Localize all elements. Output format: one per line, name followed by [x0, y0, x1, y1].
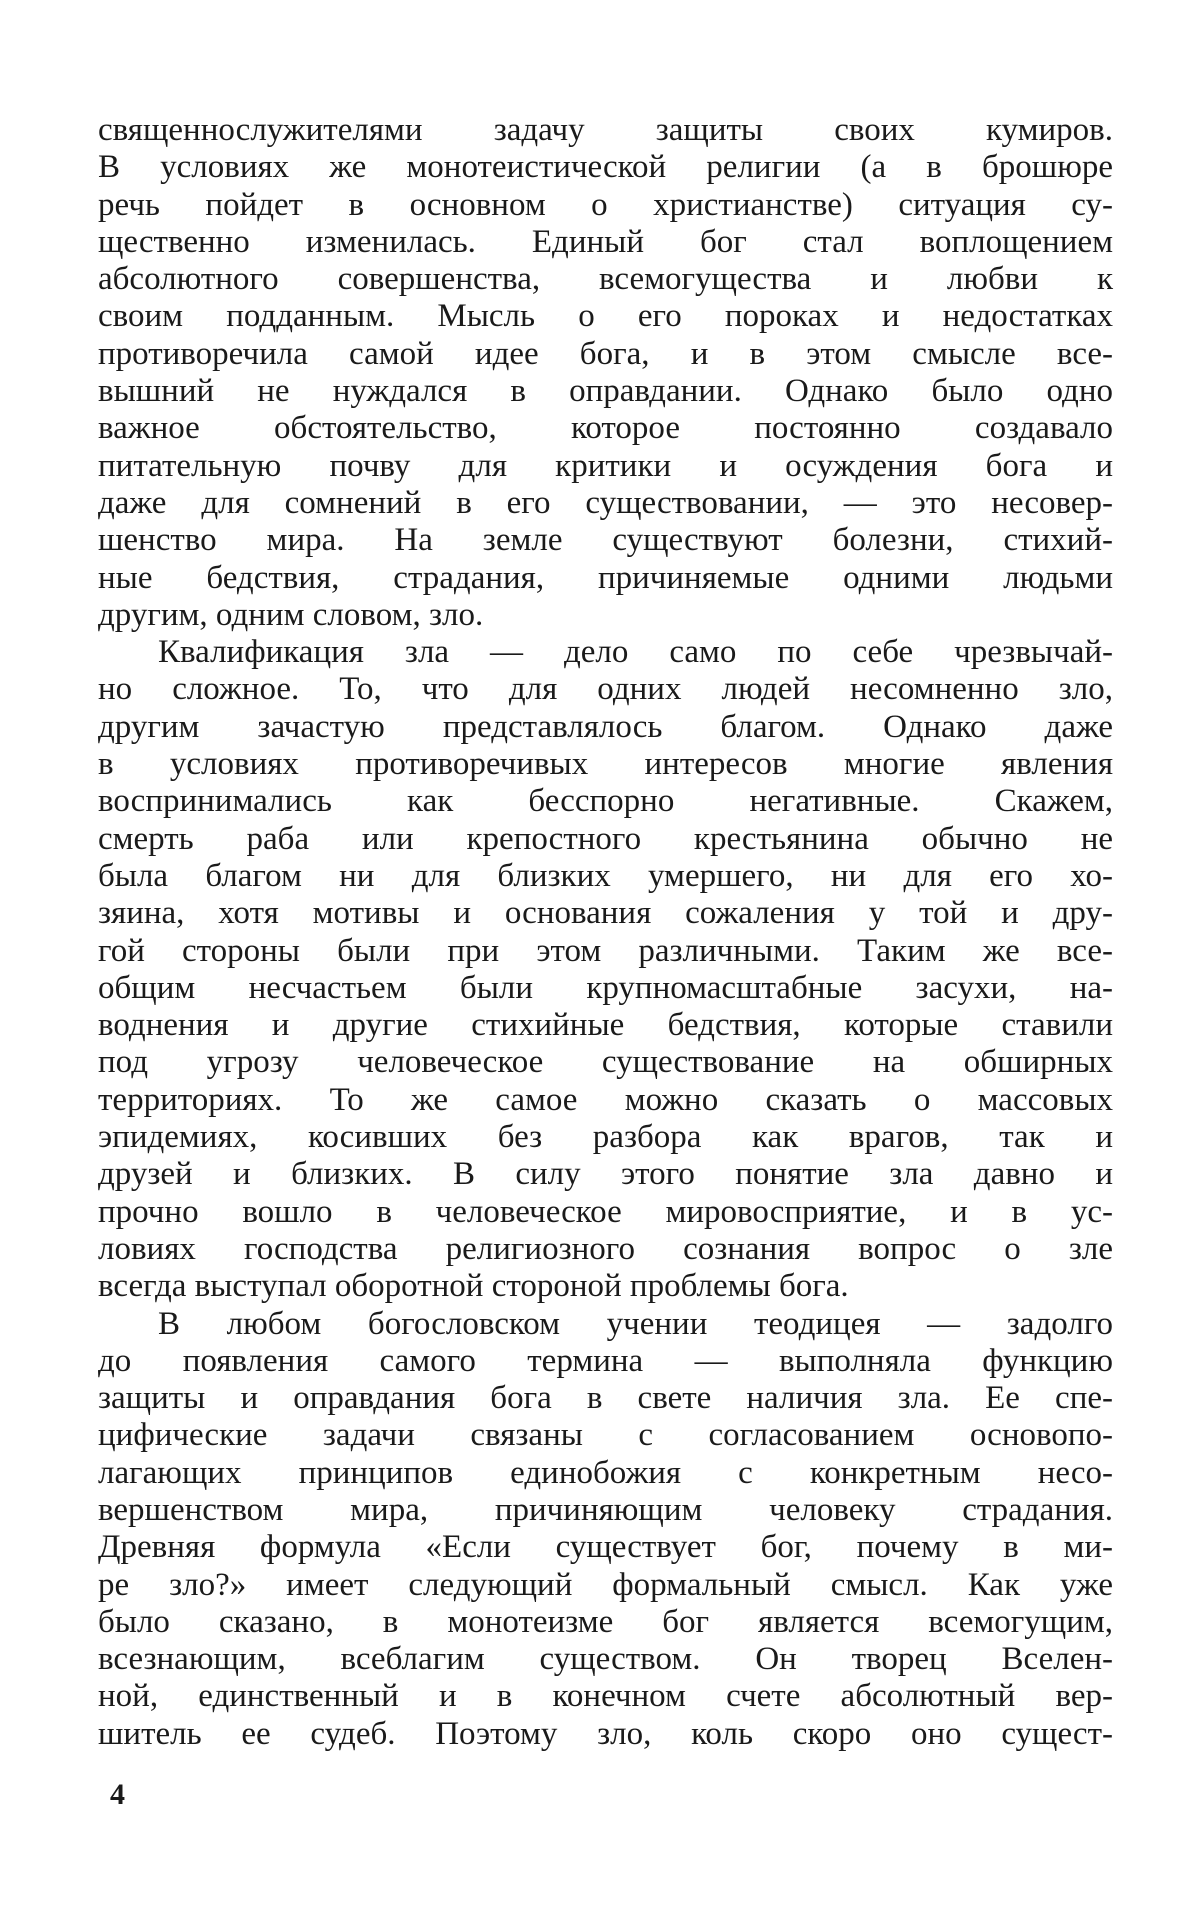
text-line: другим зачастую представлялось благом. Однако даже — [98, 708, 1113, 745]
text-line: важное обстоятельство, которое постоянно создавало — [98, 410, 1113, 447]
text-line: абсолютного совершенства, всемогущества и любви к — [98, 261, 1113, 298]
text-line: шитель ее судеб. Поэтому зло, коль скоро оно сущест- — [98, 1715, 1113, 1752]
text-line: воднения и другие стихийные бедствия, которые ставили — [98, 1007, 1113, 1044]
text-line: эпидемиях, косивших без разбора как врагов, так и — [98, 1119, 1113, 1156]
page-body — [98, 112, 1113, 1753]
text-line: но сложное. То, что для одних людей несомненно зло, — [98, 671, 1113, 708]
text-line: вершенством мира, причиняющим человеку страдания. — [98, 1491, 1113, 1528]
paragraph-1 — [98, 112, 1113, 634]
text-line: было сказано, в монотеизме бог является всемогущим, — [98, 1603, 1113, 1640]
text-line: речь пойдет в основном о христианстве) ситуация су- — [98, 186, 1113, 223]
paragraph-2 — [98, 634, 1113, 1305]
text-line: другим, одним словом, зло. — [98, 596, 484, 633]
text-line: прочно вошло в человеческое мировосприятие, и в ус- — [98, 1193, 1113, 1230]
text-line: в условиях противоречивых интересов многие явления — [98, 746, 1113, 783]
text-line: защиты и оправдания бога в свете наличия зла. Ее спе- — [98, 1380, 1113, 1417]
text-line: зяина, хотя мотивы и основания сожаления у той и дру- — [98, 895, 1113, 932]
text-line: В условиях же монотеистической религии (а в брошюре — [98, 149, 1113, 186]
text-line: цифические задачи связаны с согласованием основопо- — [98, 1417, 1113, 1454]
page-number: 4 — [110, 1778, 125, 1811]
text-line: общим несчастьем были крупномасштабные засухи, на- — [98, 969, 1113, 1006]
text-line: священнослужителями задачу защиты своих кумиров. — [98, 112, 1113, 148]
text-line: Древняя формула «Если существует бог, почему в ми- — [98, 1529, 1113, 1566]
text-line: шенство мира. На земле существуют болезни, стихий- — [98, 522, 1113, 559]
text-line: ре зло?» имеет следующий формальный смысл. Как уже — [98, 1566, 1113, 1603]
paragraph-3 — [98, 1306, 1113, 1754]
text-line: лагающих принципов единобожия с конкретным несо- — [98, 1454, 1113, 1491]
text-line: ные бедствия, страдания, причиняемые одними людьми — [98, 559, 1113, 596]
text-line: территориях. То же самое можно сказать о массовых — [98, 1081, 1113, 1118]
text-line: всезнающим, всеблагим существом. Он творец Вселен- — [98, 1641, 1113, 1678]
text-line: Квалификация зла — дело само по себе чрезвычай- — [158, 634, 1113, 671]
text-line: В любом богословском учении теодицея — задолго — [158, 1305, 1113, 1342]
text-line: всегда выступал оборотной стороной проблемы бога. — [98, 1268, 849, 1305]
text-line: своим подданным. Мысль о его пороках и недостатках — [98, 298, 1113, 335]
text-line: вышний не нуждался в оправдании. Однако было одно — [98, 373, 1113, 410]
text-line: ловиях господства религиозного сознания вопрос о зле — [98, 1230, 1113, 1267]
text-line: ной, единственный и в конечном счете абсолютный вер- — [98, 1678, 1113, 1715]
text-line: гой стороны были при этом различными. Таким же все- — [98, 932, 1113, 969]
text-line: противоречила самой идее бога, и в этом смысле все- — [98, 335, 1113, 372]
text-line: до появления самого термина — выполняла функцию — [98, 1342, 1113, 1379]
text-line: питательную почву для критики и осуждения бога и — [98, 447, 1113, 484]
text-line: щественно изменилась. Единый бог стал воплощением — [98, 223, 1113, 260]
text-line: была благом ни для близких умершего, ни для его хо- — [98, 857, 1113, 894]
text-line: воспринимались как бесспорно негативные. Скажем, — [98, 783, 1113, 820]
text-line: под угрозу человеческое существование на обширных — [98, 1044, 1113, 1081]
text-line: друзей и близких. В силу этого понятие зла давно и — [98, 1156, 1113, 1193]
text-line: даже для сомнений в его существовании, — это несовер- — [98, 484, 1113, 521]
text-line: смерть раба или крепостного крестьянина обычно не — [98, 820, 1113, 857]
